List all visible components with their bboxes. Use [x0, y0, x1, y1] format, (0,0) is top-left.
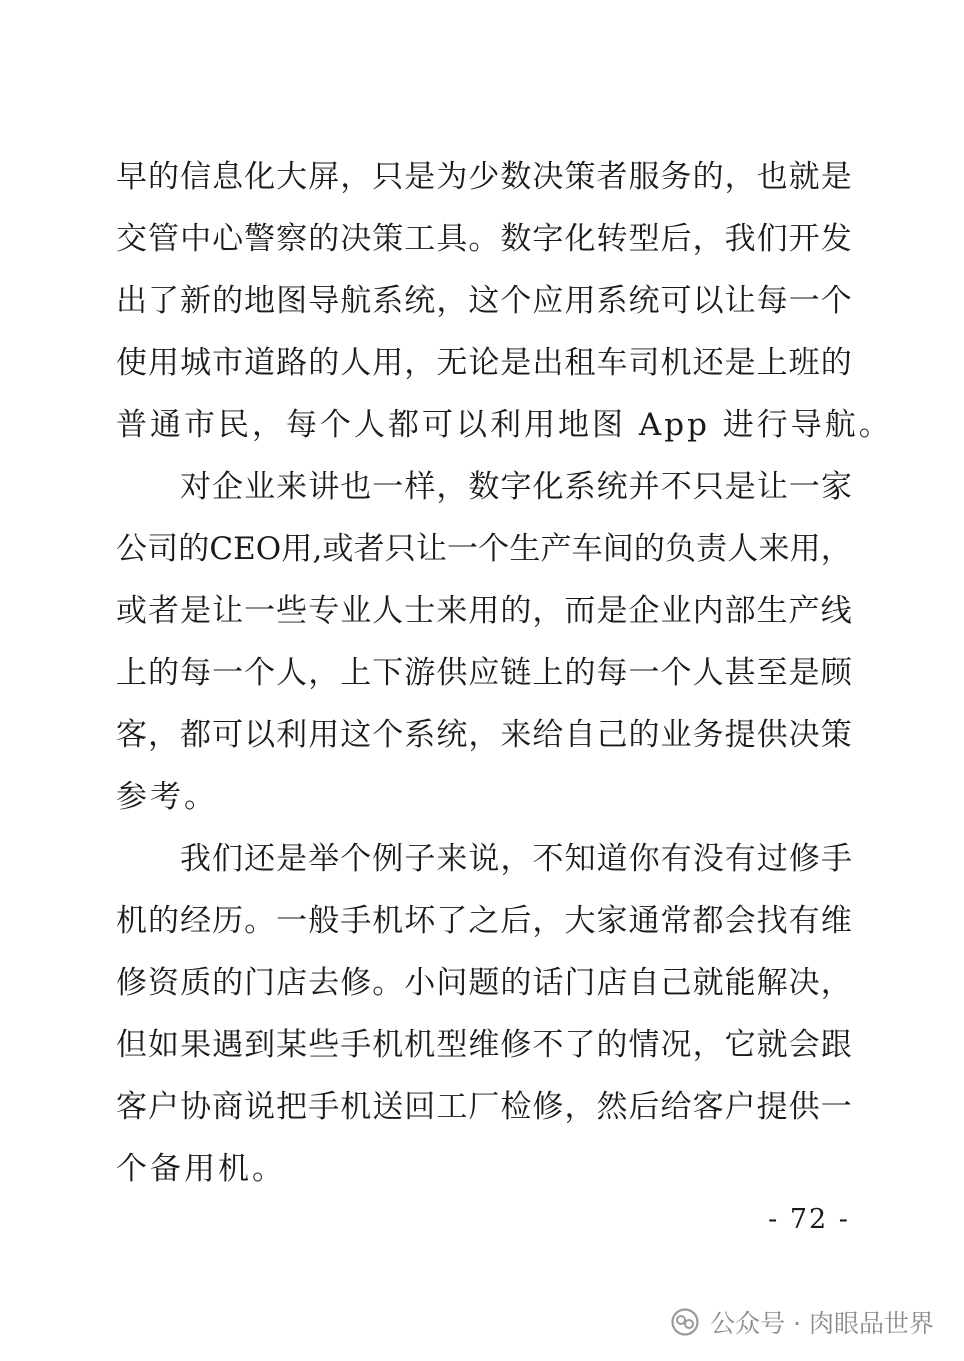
text-line: 交 管 中 心 警 察 的 决 策 工 具 。 数 字 化 转 型 后 ， 我 们 开 发	[116, 221, 852, 257]
page-number: - 72 -	[768, 1204, 850, 1235]
text-line: 客 ， 都 可 以 利 用 这 个 系 统 ， 来 给 自 己 的 业 务 提 供 决 策	[116, 717, 852, 753]
text-line: 个备用机。	[116, 1151, 286, 1187]
watermark-text: 公众号 · 肉眼品世界	[710, 1309, 934, 1338]
text-line: 出 了 新 的 地 图 导 航 系 统 ， 这 个 应 用 系 统 可 以 让 每 一 个	[116, 283, 852, 319]
text-line: 我 们 还 是 举 个 例 子 来 说 ， 不 知 道 你 有 没 有 过 修 手	[180, 841, 852, 877]
text-line: 上 的 每 一 个 人 ， 上 下 游 供 应 链 上 的 每 一 个 人 甚 至 是 顾	[116, 655, 852, 691]
text-line: 或 者 是 让 一 些 专 业 人 士 来 用 的 ， 而 是 企 业 内 部 生 产 线	[116, 593, 852, 629]
document-body	[116, 146, 893, 1200]
text-line: 参考。	[116, 779, 218, 815]
text-line: 修 资 质 的 门 店 去 修 。 小 问 题 的 话 门 店 自 己 就 能 解 决 ，	[116, 965, 852, 1001]
text-line: 客 户 协 商 说 把 手 机 送 回 工 厂 检 修 ， 然 后 给 客 户 提 供 一	[116, 1089, 852, 1125]
text-line: 机 的 经 历 。 一 般 手 机 坏 了 之 后 ， 大 家 通 常 都 会 找 有 维	[116, 903, 852, 939]
text-line: 但 如 果 遇 到 某 些 手 机 机 型 维 修 不 了 的 情 况 ， 它 就 会 跟	[116, 1027, 852, 1063]
text-line: 普通市民，每个人都可以利用地图 App 进行导航。	[116, 407, 893, 443]
text-line: 对 企 业 来 讲 也 一 样 ， 数 字 化 系 统 并 不 只 是 让 一 家	[180, 469, 852, 505]
wechat-official-account-icon	[670, 1307, 700, 1337]
text-line: 公 司 的 CEO 用 , 或 者 只 让 一 个 生 产 车 间 的 负 责 人 来 用 ，	[116, 531, 852, 567]
text-line: 使 用 城 市 道 路 的 人 用 ， 无 论 是 出 租 车 司 机 还 是 上 班 的	[116, 345, 852, 381]
text-line: 早 的 信 息 化 大 屏 ， 只 是 为 少 数 决 策 者 服 务 的 ， 也 就 是	[116, 159, 852, 195]
watermark	[670, 1300, 934, 1344]
